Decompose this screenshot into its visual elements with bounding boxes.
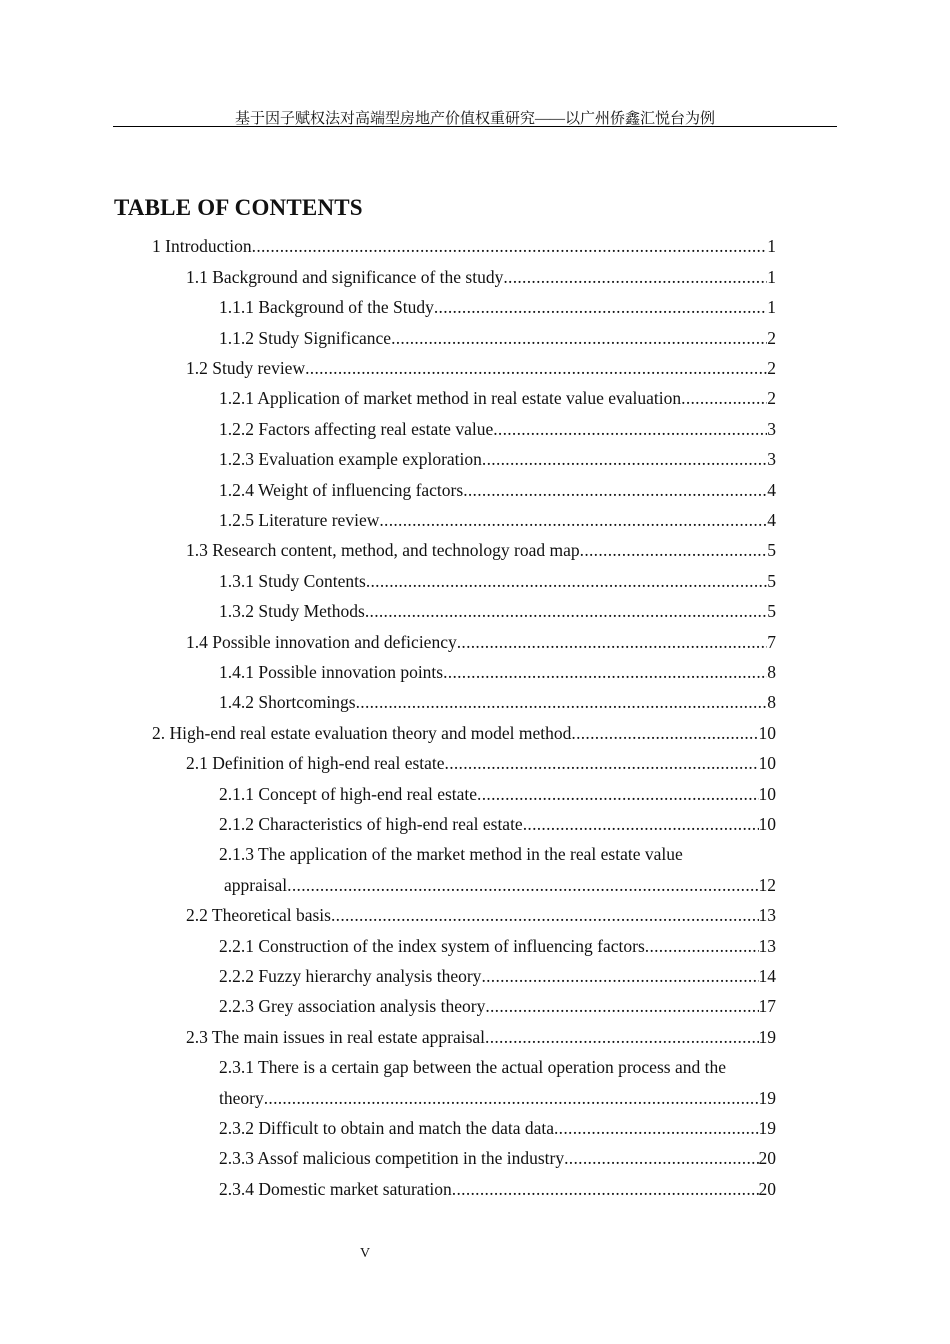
toc-entry-first-line[interactable]: 2.3.1 There is a certain gap between the actual operation process and the [219, 1057, 726, 1077]
toc-entry[interactable]: 2.3.2 Difficult to obtain and match the data data ..... 19 [219, 1117, 776, 1139]
toc-entry[interactable]: 1.4.1 Possible innovation points ..... 8 [219, 661, 776, 683]
toc-entry[interactable]: 1.2.4 Weight of influencing factors ..... 4 [219, 479, 776, 501]
toc-entry[interactable]: 1.2.1 Application of market method in real estate value evaluation ..... 2 [219, 387, 776, 409]
toc-entry[interactable]: 1.2.3 Evaluation example exploration ..... 3 [219, 448, 776, 470]
toc-entry[interactable]: 1.2 Study review ..... 2 [186, 357, 776, 379]
toc-entry[interactable]: 1.4.2 Shortcomings ..... 8 [219, 691, 776, 713]
toc-entry[interactable]: 2.3.4 Domestic market saturation ..... 20 [219, 1178, 776, 1200]
header-rule [113, 126, 837, 127]
toc-entry[interactable]: 2.2.2 Fuzzy hierarchy analysis theory ..... 14 [219, 965, 776, 987]
page-number: V [359, 1246, 371, 1261]
toc-entry[interactable]: 2.1.2 Characteristics of high-end real estate ..... 10 [219, 813, 776, 835]
toc-entry[interactable]: 2. High-end real estate evaluation theory and model method ..... 10 [152, 722, 776, 744]
toc-entry[interactable]: 2.3.3 Assof malicious competition in the industry ..... 20 [219, 1147, 776, 1169]
toc-entry-continuation[interactable]: appraisal ..... 12 [224, 874, 776, 896]
toc-entry[interactable]: 2.3 The main issues in real estate appraisal ..... 19 [186, 1026, 776, 1048]
toc-entry[interactable]: 1.2.2 Factors affecting real estate value ..... 3 [219, 418, 776, 440]
toc-entry[interactable]: 2.2.3 Grey association analysis theory ..... 17 [219, 995, 776, 1017]
toc-entry[interactable]: 2.2 Theoretical basis ..... 13 [186, 904, 776, 926]
toc-entry[interactable]: 1.3 Research content, method, and technology road map ..... 5 [186, 539, 776, 561]
toc-entry[interactable]: 2.2.1 Construction of the index system of influencing factors ..... 13 [219, 935, 776, 957]
toc-entry-first-line[interactable]: 2.1.3 The application of the market method in the real estate value [219, 844, 683, 864]
toc-entry[interactable]: 1.1 Background and significance of the study ..... 1 [186, 266, 776, 288]
toc-entry[interactable]: 1.4 Possible innovation and deficiency ..... 7 [186, 631, 776, 653]
toc-title: TABLE OF CONTENTS [114, 195, 363, 220]
toc-entry[interactable]: 1.3.2 Study Methods ..... 5 [219, 600, 776, 622]
toc-entry[interactable]: 1.1.1 Background of the Study ..... 1 [219, 296, 776, 318]
toc-entry[interactable]: 1.2.5 Literature review ..... 4 [219, 509, 776, 531]
toc-entry[interactable]: 1.1.2 Study Significance ..... 2 [219, 327, 776, 349]
running-header: 基于因子赋权法对高端型房地产价值权重研究——以广州侨鑫汇悦台为例 [234, 111, 715, 127]
toc-entry[interactable]: 2.1 Definition of high-end real estate ..... 10 [186, 752, 776, 774]
toc-entry[interactable]: 1 Introduction ..... 1 [152, 235, 776, 257]
toc-entry[interactable]: 1.3.1 Study Contents ..... 5 [219, 570, 776, 592]
toc-entry[interactable]: 2.1.1 Concept of high-end real estate ..... 10 [219, 783, 776, 805]
toc-entry-continuation[interactable]: theory ..... 19 [219, 1087, 776, 1109]
